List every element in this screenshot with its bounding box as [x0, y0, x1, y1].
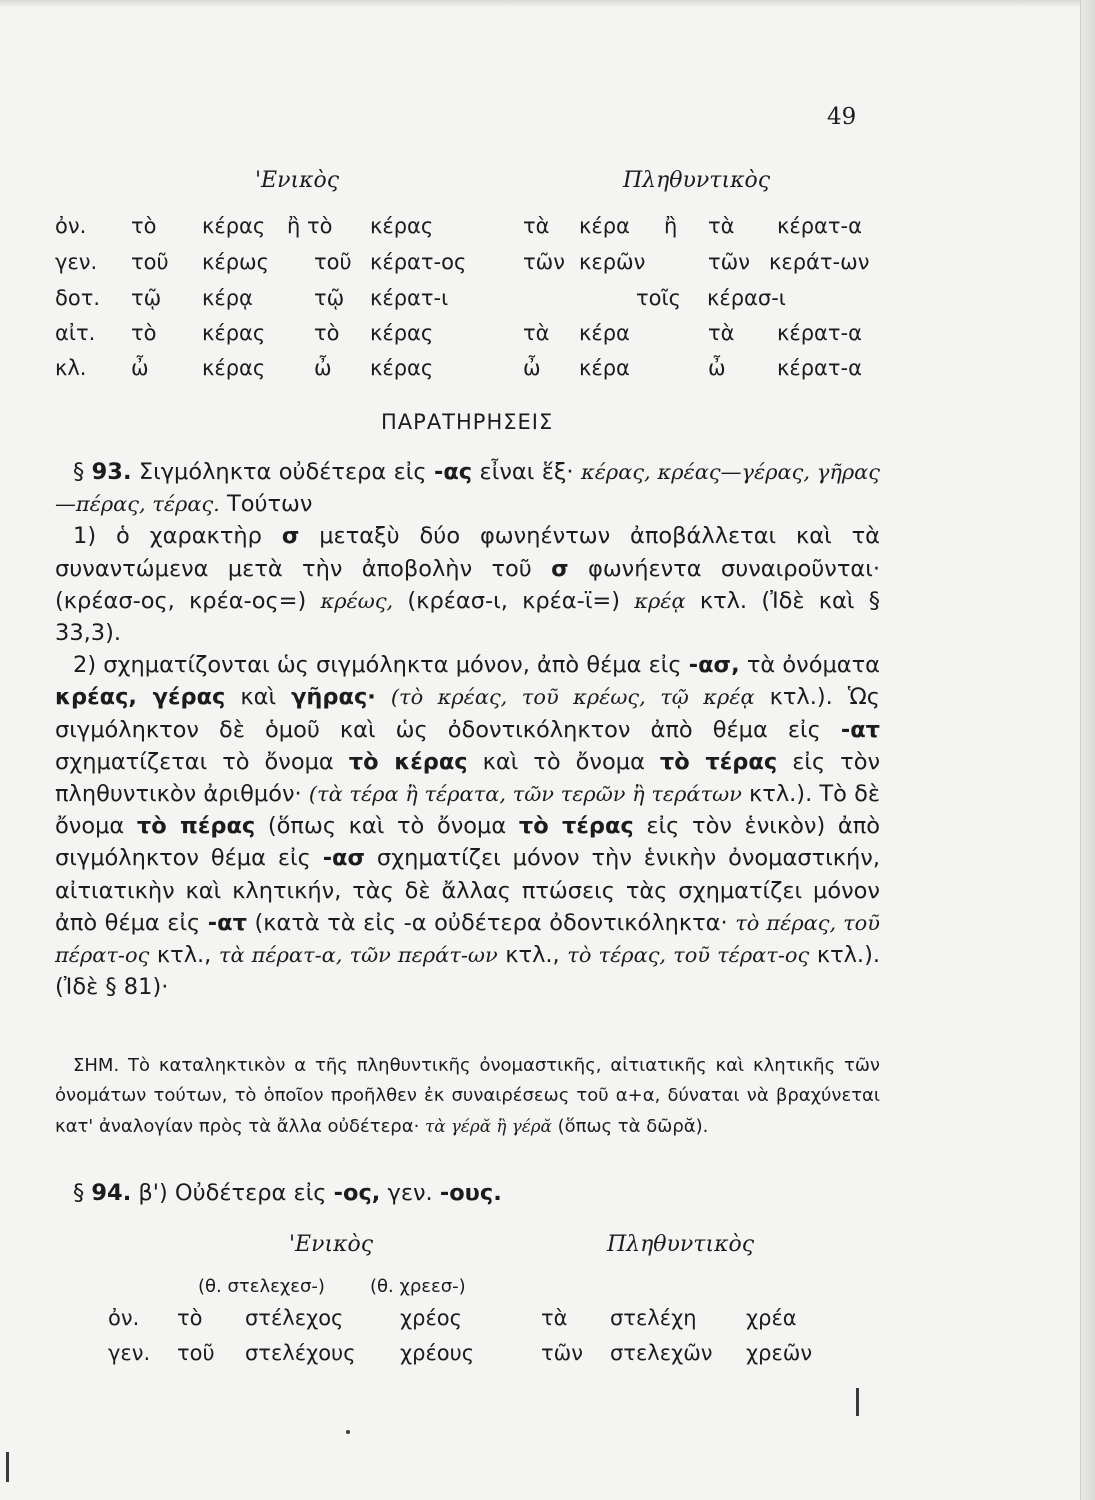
- text-run: κτλ.). Τὸ δὲ ὄνομα: [55, 781, 881, 840]
- noun-bold: γῆρας·: [291, 684, 376, 711]
- word-form: χρέα: [746, 1306, 797, 1330]
- word-form: χρεῶν: [746, 1341, 813, 1365]
- conjunction: ἢ: [664, 214, 678, 238]
- article: τὸ: [177, 1306, 203, 1330]
- noun-bold: τὸ τέρας: [518, 813, 634, 840]
- word-form: κέρας: [370, 356, 434, 380]
- article: τοῦ: [177, 1341, 215, 1365]
- article: ὦ: [523, 356, 541, 380]
- word-form: κέρας: [202, 356, 266, 380]
- text-run: κτλ.,: [505, 942, 560, 969]
- table1-header-plural: Πληθυντικὸς: [623, 168, 771, 193]
- table2-header-plural: Πληθυντικὸς: [607, 1232, 755, 1257]
- text-run: Σιγμόληκτα οὐδέτερα εἰς: [138, 459, 427, 485]
- article: τῶν: [541, 1341, 583, 1365]
- text-run: β') Οὐδέτερα εἰς: [138, 1180, 327, 1206]
- text-run: γεν.: [387, 1180, 433, 1206]
- article: ὦ: [131, 356, 149, 380]
- noun-bold: τὸ κέρας: [348, 748, 468, 775]
- stem-bold: -ατ: [207, 909, 247, 936]
- article: ὦ: [708, 356, 726, 380]
- example-words: τὰ γέρᾰ ἢ γέρᾰ: [425, 1116, 552, 1136]
- text-run: 1) ὁ χαρακτὴρ: [73, 523, 262, 550]
- word-form: χρέους: [400, 1341, 475, 1365]
- stem-bold: -ασ: [322, 845, 366, 872]
- text-run: εἶναι ἕξ·: [479, 459, 574, 485]
- text-run: μεταξὺ δύο φωνηέντων ἀποβάλλεται καὶ τὰ συναντώμενα μετὰ τὴν ἀποβολὴν τοῦ: [55, 523, 881, 582]
- stem-note-2: (θ. χρεεσ-): [370, 1276, 466, 1297]
- stem-bold: -ασ,: [688, 652, 740, 679]
- section-sign: §: [73, 1180, 85, 1206]
- noun-bold: τὸ τέρας: [659, 748, 778, 775]
- article: τοῖς: [636, 286, 681, 310]
- article: τὰ: [523, 321, 550, 345]
- article: ἢ τὸ: [287, 214, 333, 238]
- article: τὸ: [131, 214, 157, 238]
- word-form: κέρατ-α: [777, 356, 862, 380]
- page-number: 49: [827, 104, 857, 130]
- word-form: κέρατ-α: [777, 321, 862, 345]
- case-label: αἰτ.: [55, 321, 96, 345]
- text-run: 2) σχηματίζονται ὡς σιγμόληκτα μόνον, ἀπὸ θέμα εἰς: [73, 652, 682, 679]
- article: τὰ: [541, 1306, 568, 1330]
- word-form: χρέος: [400, 1306, 462, 1330]
- word-form: κέρας: [370, 321, 434, 345]
- text-run: ΣΗΜ. Τὸ καταληκτικὸν α τῆς πληθυντικῆς ὀνομαστικῆς, αἰτιατικῆς καὶ κλητικῆς τῶν ὀνομάτων τούτων, τὸ ὁποῖον προῆλθεν ἐκ συναιρέσεως τοῦ α+α, δύναται νὰ βραχύνεται κατ' ἀναλογίαν πρὸς τὰ ἄλλα οὐδέτερα·: [55, 1055, 880, 1137]
- example-words: (τὰ τέρα ἢ τέρατα, τῶν τερῶν ἢ τεράτων: [308, 782, 742, 807]
- word-form: κέρας: [370, 214, 434, 238]
- article: τῷ: [131, 286, 162, 310]
- example-words: κέρας, κρέας—γέρας, γῆρας—πέρας, τέρας.: [55, 460, 880, 517]
- case-label: κλ.: [55, 356, 87, 380]
- word-form: κέρα: [579, 321, 630, 345]
- example-word: κρέως,: [320, 588, 394, 613]
- word-form: κέρᾳ: [202, 286, 253, 310]
- article: τὸ: [314, 321, 340, 345]
- word-form: κέρας: [202, 321, 266, 345]
- word-form: στελεχῶν: [610, 1341, 713, 1365]
- example-words: τὸ τέρας, τοῦ τέρατ-ος: [567, 943, 810, 968]
- text-run: (ὅπως καὶ τὸ ὄνομα: [267, 813, 507, 840]
- case-label: γεν.: [108, 1341, 151, 1365]
- stem-bold: -ατ: [840, 716, 881, 743]
- note-text: [55, 1051, 880, 1142]
- article: τοῦ: [131, 250, 169, 274]
- word-form: κέρα: [579, 356, 630, 380]
- text-run: κτλ.). (Ἰδὲ § 81)·: [55, 942, 881, 1001]
- word-form: κέρατ-α: [777, 214, 862, 238]
- noun-bold: κρέας, γέρας: [55, 684, 226, 711]
- ending-bold: -ας: [434, 459, 473, 485]
- section-number: 94.: [91, 1180, 132, 1206]
- text-run: κτλ.,: [156, 942, 212, 969]
- text-run: κτλ. (Ἰδὲ καὶ § 33,3).: [55, 587, 880, 647]
- word-form: κερῶν: [579, 250, 646, 274]
- scan-mark: [856, 1388, 859, 1416]
- noun-bold: τὸ πέρας: [136, 813, 256, 840]
- section-93: [55, 456, 880, 1003]
- table1-header-singular: 'Ενικὸς: [255, 168, 340, 193]
- ending-bold: -ους.: [439, 1180, 502, 1206]
- section-heading: ΠΑΡΑΤΗΡΗΣΕΙΣ: [381, 410, 554, 434]
- word-form: κέρατ-ος: [370, 250, 467, 274]
- text-run: εἰς τὸν ἑνικὸν) ἀπὸ σιγμόληκτον θέμα εἰς: [55, 813, 881, 872]
- page-top-edge: [0, 0, 1095, 8]
- scan-mark: [6, 1452, 9, 1482]
- case-label: ὀν.: [55, 214, 87, 238]
- section-sign: §: [73, 459, 85, 485]
- section-94-heading: [73, 1180, 502, 1206]
- article: τὸ: [131, 321, 157, 345]
- stem-note-1: (θ. στελεχεσ-): [198, 1276, 325, 1297]
- paragraph-1: [55, 520, 880, 649]
- article: τὰ: [708, 214, 735, 238]
- case-label: ὀν.: [108, 1306, 140, 1330]
- word-form: κέρας: [202, 214, 266, 238]
- article: ὦ: [314, 356, 332, 380]
- note-block: [55, 1051, 880, 1142]
- case-label: δοτ.: [55, 286, 101, 310]
- article: τῶν: [523, 250, 565, 274]
- text-run: σχηματίζεται τὸ ὄνομα: [55, 748, 334, 775]
- page-binding-edge: [1080, 0, 1095, 1500]
- table2-header-singular: 'Ενικὸς: [289, 1232, 374, 1257]
- example-words: τὸ πέρας, τοῦ πέρατ-ος: [55, 910, 880, 968]
- text-run: φωνήεντα συναιροῦνται· (κρέασ-ος, κρέα-ος=): [55, 555, 881, 614]
- text-run: τὰ ὀνόματα: [746, 652, 881, 679]
- example-words: τὰ πέρατ-α, τῶν περάτ-ων: [218, 943, 498, 968]
- article: τὰ: [708, 321, 735, 345]
- word-form: στελέχη: [610, 1306, 697, 1330]
- example-word: κρέᾳ: [634, 588, 686, 613]
- text-run: καὶ τὸ ὄνομα: [482, 748, 645, 775]
- word-form: στελέχους: [245, 1341, 356, 1365]
- section-93-intro: [55, 456, 880, 520]
- word-form: στέλεχος: [245, 1306, 344, 1330]
- letter-bold: σ: [281, 523, 300, 550]
- text-run: εἰς τὸν πληθυντικὸν ἀριθμόν·: [55, 748, 881, 808]
- ending-bold: -ος,: [333, 1180, 381, 1206]
- text-run: (κρέασ-ι, κρέα-ϊ=): [407, 587, 620, 614]
- text-run: Τούτων: [226, 491, 313, 518]
- text-run: (κατὰ τὰ εἰς -α οὐδέτερα ὀδοντικόληκτα·: [254, 909, 728, 936]
- text-run: κτλ.). Ὡς σιγμόληκτον δὲ ὁμοῦ καὶ ὡς ὀδοντικόληκτον ἀπὸ θέμα εἰς: [55, 684, 880, 743]
- letter-bold: σ: [551, 555, 569, 582]
- article: τῷ: [314, 286, 345, 310]
- article: τὰ: [523, 214, 550, 238]
- section-number: 93.: [91, 459, 132, 485]
- text-run: καὶ: [240, 684, 277, 711]
- paragraph-2: [55, 649, 880, 1003]
- case-label: γεν.: [55, 250, 98, 274]
- word-form: κέρασ-ι: [707, 286, 786, 310]
- word-form: κεράτ-ων: [769, 250, 870, 274]
- word-form: κέρως: [202, 250, 269, 274]
- text-run: σχηματίζει μόνον τὴν ἑνικὴν ὀνομαστικήν, αἰτιατικὴν καὶ κλητικήν, τὰς δὲ ἄλλας πτώσεις τὰς σχηματίζει μόνον ἀπὸ θέμα εἰς: [55, 845, 880, 936]
- scan-dot: [346, 1430, 350, 1434]
- article: τῶν: [708, 250, 750, 274]
- example-words: (τὸ κρέας, τοῦ κρέως, τῷ κρέᾳ: [390, 685, 755, 710]
- text-run: (ὅπως τὰ δῶρᾰ).: [557, 1116, 709, 1137]
- word-form: κέρα: [579, 214, 630, 238]
- word-form: κέρατ-ι: [370, 286, 449, 310]
- article: τοῦ: [314, 250, 352, 274]
